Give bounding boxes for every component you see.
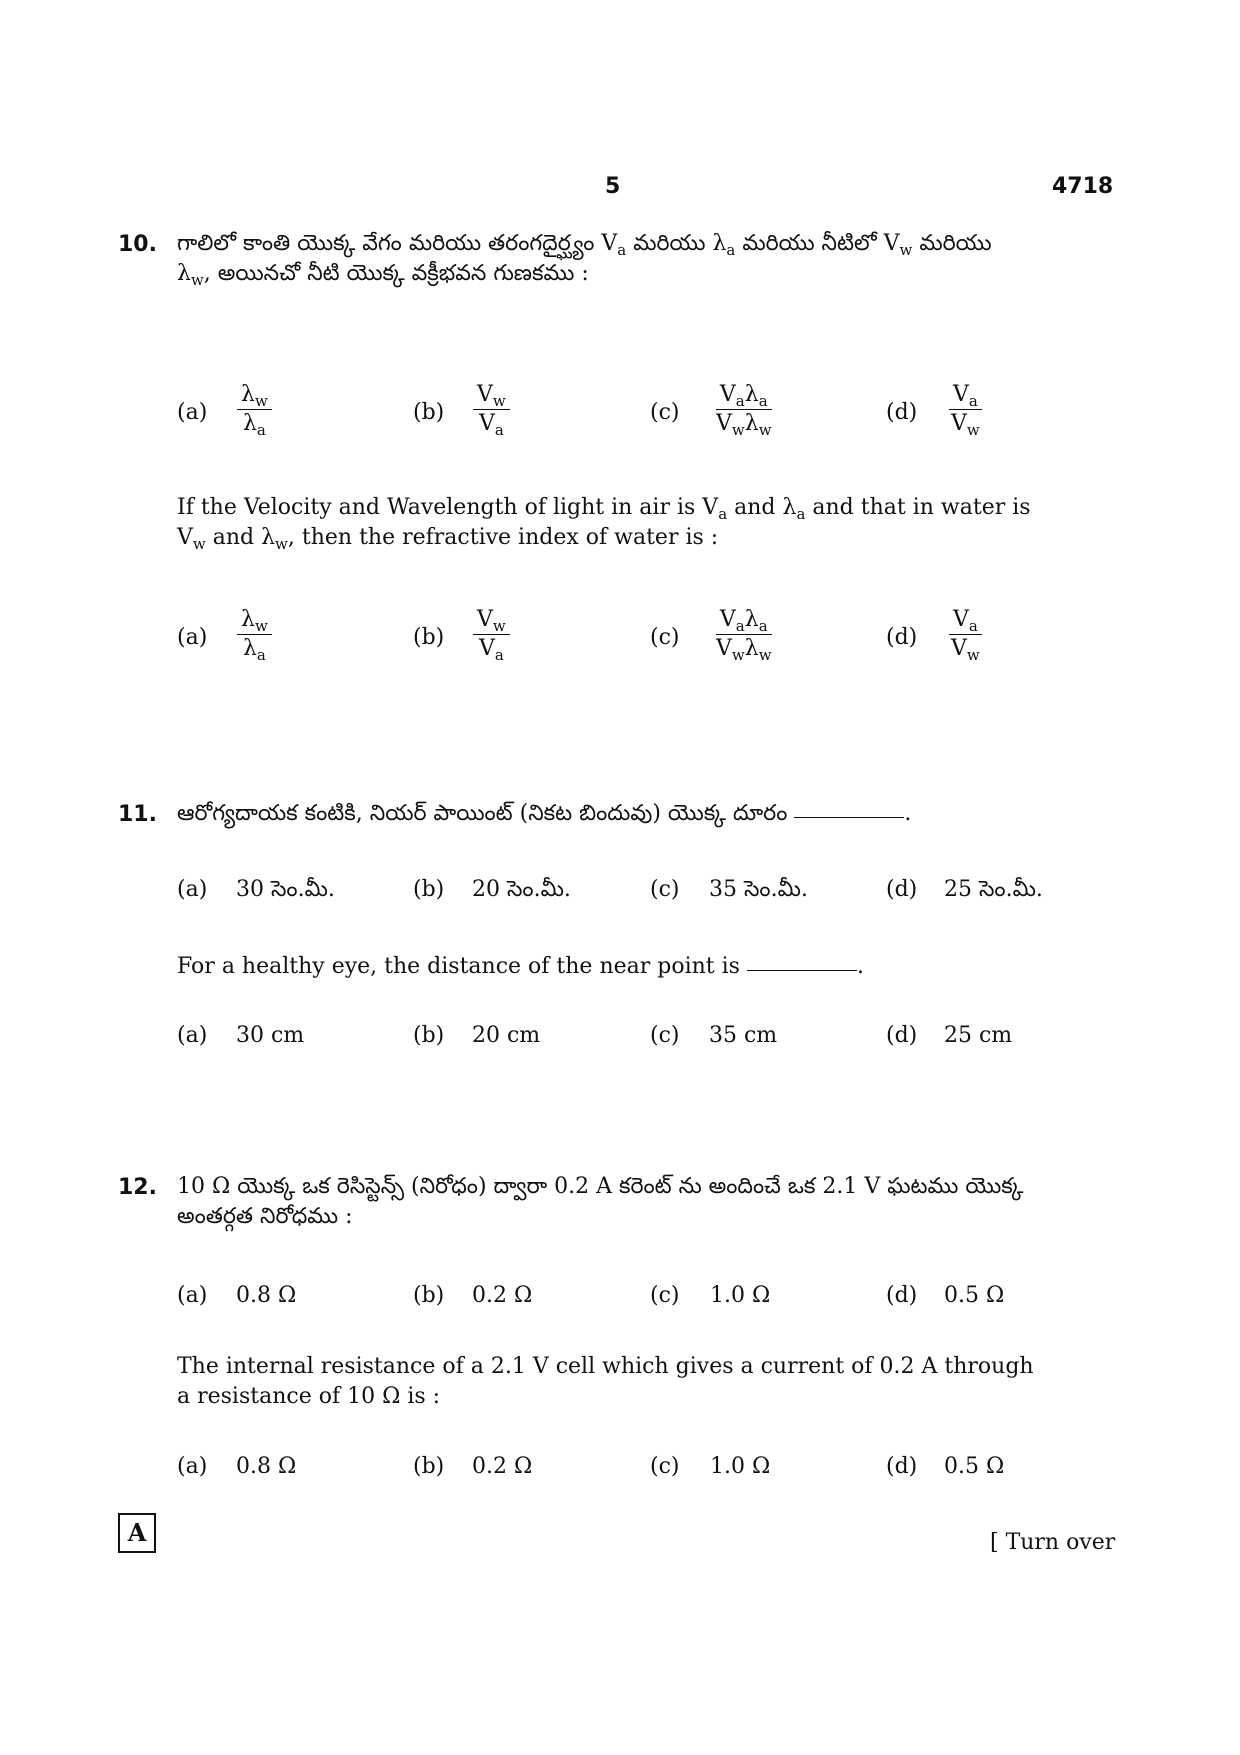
option-c-label: (c) [650, 625, 680, 650]
option-c-text[interactable]: 1.0 Ω [710, 1283, 771, 1308]
question-11-telugu: ఆరోగ్యదాయక కంటికి, నియర్ పాయింట్ (నికట బిందువు) యొక్క దూరం . [177, 801, 912, 826]
option-d-text[interactable]: 25 సెం.మీ. [944, 877, 1043, 902]
option-a-text[interactable]: 0.8 Ω [236, 1454, 297, 1479]
q12-options-telugu [177, 1283, 1077, 1317]
option-b-fraction[interactable]: $\frac{V_w}{V_a}$ [473, 382, 510, 437]
option-d-label: (d) [886, 877, 918, 902]
option-b-label: (b) [413, 1023, 445, 1048]
option-d-label: (d) [886, 1454, 918, 1479]
option-c-label: (c) [650, 400, 680, 425]
option-b-label: (b) [413, 877, 445, 902]
option-c-label: (c) [650, 1454, 680, 1479]
option-d-fraction[interactable]: $\frac{V_a}{V_w}$ [947, 607, 984, 662]
option-b-label: (b) [413, 625, 445, 650]
option-c-fraction[interactable]: $V_a\lambda_a$ $V_w\lambda_w$ [716, 382, 772, 439]
option-a-text[interactable]: 30 సెం.మీ. [236, 877, 335, 902]
option-c-text[interactable]: 35 సెం.మీ. [709, 877, 808, 902]
option-a-fraction[interactable]: $\frac{\lambda_w}{\lambda_a}$ [237, 607, 272, 662]
question-10-english: If the Velocity and Wavelength of light in air is $V_a$ and $\lambda_a$ and that in water is $V_w$ and $\lambda_w$, then the refractive index of water is : [177, 495, 1031, 553]
option-b-text[interactable]: 0.2 Ω [472, 1283, 533, 1308]
option-b-label: (b) [413, 400, 445, 425]
question-number-11: 11. [118, 802, 157, 827]
option-a-label: (a) [177, 625, 208, 650]
option-a-label: (a) [177, 1023, 208, 1048]
option-d-label: (d) [886, 400, 918, 425]
answer-blank [747, 969, 857, 971]
option-d-fraction[interactable]: $\frac{V_a}{V_w}$ [947, 382, 984, 437]
paper-code: 4718 [1052, 174, 1114, 199]
option-c-label: (c) [650, 1283, 680, 1308]
option-b-label: (b) [413, 1283, 445, 1308]
booklet-series-box: A [118, 1513, 156, 1553]
option-a-fraction[interactable]: $\frac{\lambda_w}{\lambda_a}$ [237, 382, 272, 437]
option-a-label: (a) [177, 400, 208, 425]
option-d-text[interactable]: 0.5 Ω [944, 1454, 1005, 1479]
option-b-text[interactable]: 0.2 Ω [472, 1454, 533, 1479]
option-c-text[interactable]: 35 cm [709, 1023, 778, 1048]
question-12-english: The internal resistance of a 2.1 V cell which gives a current of 0.2 A through a resistance of 10 Ω is : [177, 1354, 1034, 1409]
option-b-fraction[interactable]: $\frac{V_w}{V_a}$ [473, 607, 510, 662]
option-c-text[interactable]: 1.0 Ω [710, 1454, 771, 1479]
turn-over-label: [ Turn over [990, 1530, 1116, 1555]
question-number-10: 10. [118, 232, 157, 257]
option-a-label: (a) [177, 1283, 208, 1308]
question-11-english: For a healthy eye, the distance of the near point is . [177, 954, 864, 979]
option-c-fraction[interactable]: $V_a\lambda_a$ $V_w\lambda_w$ [716, 607, 772, 664]
question-10-telugu: గాలిలో కాంతి యొక్క వేగం మరియు తరంగదైర్ఘ్యం $V_a$ మరియు $\lambda_a$ మరియు నీటిలో $V_w$ మరియు $\lambda_w$, అయినచో నీటి యొక్క వక్రీభవన గుణకము : [177, 231, 992, 289]
option-d-label: (d) [886, 625, 918, 650]
option-a-label: (a) [177, 877, 208, 902]
option-a-label: (a) [177, 1454, 208, 1479]
question-12-telugu: 10 Ω యొక్క ఒక రెసిస్టెన్స్ (నిరోధం) ద్వారా 0.2 A కరెంట్ ను అందించే ఒక 2.1 V ఘటము యొక్క అంతర్గత నిరోధము : [177, 1174, 1024, 1229]
q11-options-telugu [177, 877, 1077, 911]
option-c-label: (c) [650, 1023, 680, 1048]
page-number: 5 [605, 174, 621, 199]
option-a-text[interactable]: 30 cm [236, 1023, 305, 1048]
q11-options-english [177, 1023, 1077, 1057]
q12-options-english [177, 1454, 1077, 1488]
option-b-label: (b) [413, 1454, 445, 1479]
option-c-label: (c) [650, 877, 680, 902]
option-d-label: (d) [886, 1023, 918, 1048]
option-d-label: (d) [886, 1283, 918, 1308]
option-b-text[interactable]: 20 cm [472, 1023, 541, 1048]
option-b-text[interactable]: 20 సెం.మీ. [472, 877, 571, 902]
option-d-text[interactable]: 0.5 Ω [944, 1283, 1005, 1308]
question-number-12: 12. [118, 1175, 157, 1200]
answer-blank [794, 816, 904, 818]
option-a-text[interactable]: 0.8 Ω [236, 1283, 297, 1308]
option-d-text[interactable]: 25 cm [944, 1023, 1013, 1048]
